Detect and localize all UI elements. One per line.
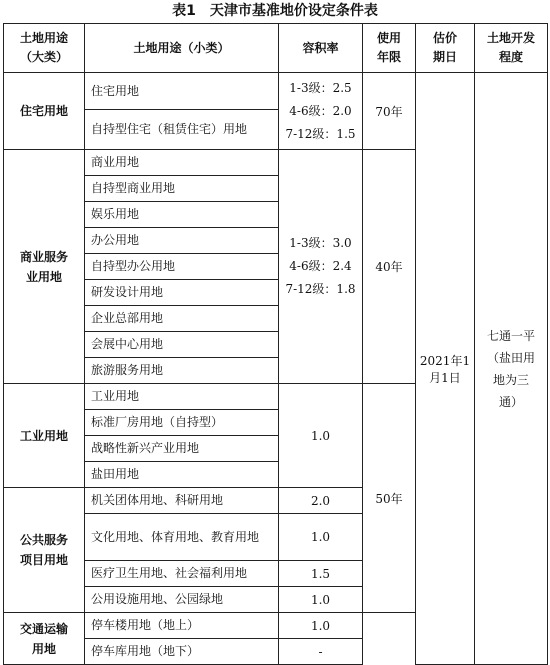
- far-cell: 1.0: [279, 514, 363, 561]
- table-row: [4, 73, 548, 110]
- category-public-service: 公共服务 项目用地: [4, 488, 85, 613]
- header-years: 使用 年限: [363, 24, 416, 73]
- header-valuation-date: 估价 期日: [416, 24, 475, 73]
- subcategory-cell: 停车库用地（地下）: [85, 639, 279, 665]
- subcategory-cell: 办公用地: [85, 228, 279, 254]
- header-development: 土地开发 程度: [475, 24, 548, 73]
- development-level: 七通一平 （盐田用 地为三 通）: [475, 73, 548, 665]
- subcategory-cell: 标准厂房用地（自持型）: [85, 410, 279, 436]
- land-price-conditions-table: [3, 23, 548, 665]
- years-residential: 70年: [363, 73, 416, 150]
- years-50: 50年: [363, 384, 416, 613]
- subcategory-cell: 会展中心用地: [85, 332, 279, 358]
- subcategory-cell: 旅游服务用地: [85, 358, 279, 384]
- header-row: [4, 24, 548, 73]
- subcategory-cell: 自持型住宅（租赁住宅）用地: [85, 110, 279, 150]
- subcategory-cell: 停车楼用地（地上）: [85, 613, 279, 639]
- subcategory-cell: 文化用地、体育用地、教育用地: [85, 514, 279, 561]
- subcategory-cell: 盐田用地: [85, 462, 279, 488]
- subcategory-cell: 工业用地: [85, 384, 279, 410]
- category-industrial: 工业用地: [4, 384, 85, 488]
- subcategory-cell: 企业总部用地: [85, 306, 279, 332]
- category-commercial: 商业服务 业用地: [4, 150, 85, 384]
- header-major-category: 土地用途 （大类）: [4, 24, 85, 73]
- subcategory-cell: 研发设计用地: [85, 280, 279, 306]
- subcategory-cell: 自持型商业用地: [85, 176, 279, 202]
- far-cell: -: [279, 639, 363, 665]
- far-cell: 1.0: [279, 613, 363, 639]
- subcategory-cell: 医疗卫生用地、社会福利用地: [85, 561, 279, 587]
- far-cell: 2.0: [279, 488, 363, 514]
- subcategory-cell: 住宅用地: [85, 73, 279, 110]
- subcategory-cell: 商业用地: [85, 150, 279, 176]
- subcategory-cell: 战略性新兴产业用地: [85, 436, 279, 462]
- far-residential: 1-3级：2.5 4-6级：2.0 7-12级：1.5: [279, 73, 363, 150]
- subcategory-cell: 公用设施用地、公园绿地: [85, 587, 279, 613]
- far-cell: 1.5: [279, 561, 363, 587]
- valuation-date: 2021年1 月1日: [416, 73, 475, 665]
- far-commercial: 1-3级：3.0 4-6级：2.4 7-12级：1.8: [279, 150, 363, 384]
- far-industrial: 1.0: [279, 384, 363, 488]
- category-residential: 住宅用地: [4, 73, 85, 150]
- far-cell: 1.0: [279, 587, 363, 613]
- table-title: 表1 天津市基准地价设定条件表: [172, 3, 378, 19]
- subcategory-cell: 自持型办公用地: [85, 254, 279, 280]
- category-transport: 交通运输 用地: [4, 613, 85, 665]
- years-commercial: 40年: [363, 150, 416, 384]
- subcategory-cell: 娱乐用地: [85, 202, 279, 228]
- subcategory-cell: 机关团体用地、科研用地: [85, 488, 279, 514]
- header-far: 容积率: [279, 24, 363, 73]
- header-minor-category: 土地用途（小类）: [85, 24, 279, 73]
